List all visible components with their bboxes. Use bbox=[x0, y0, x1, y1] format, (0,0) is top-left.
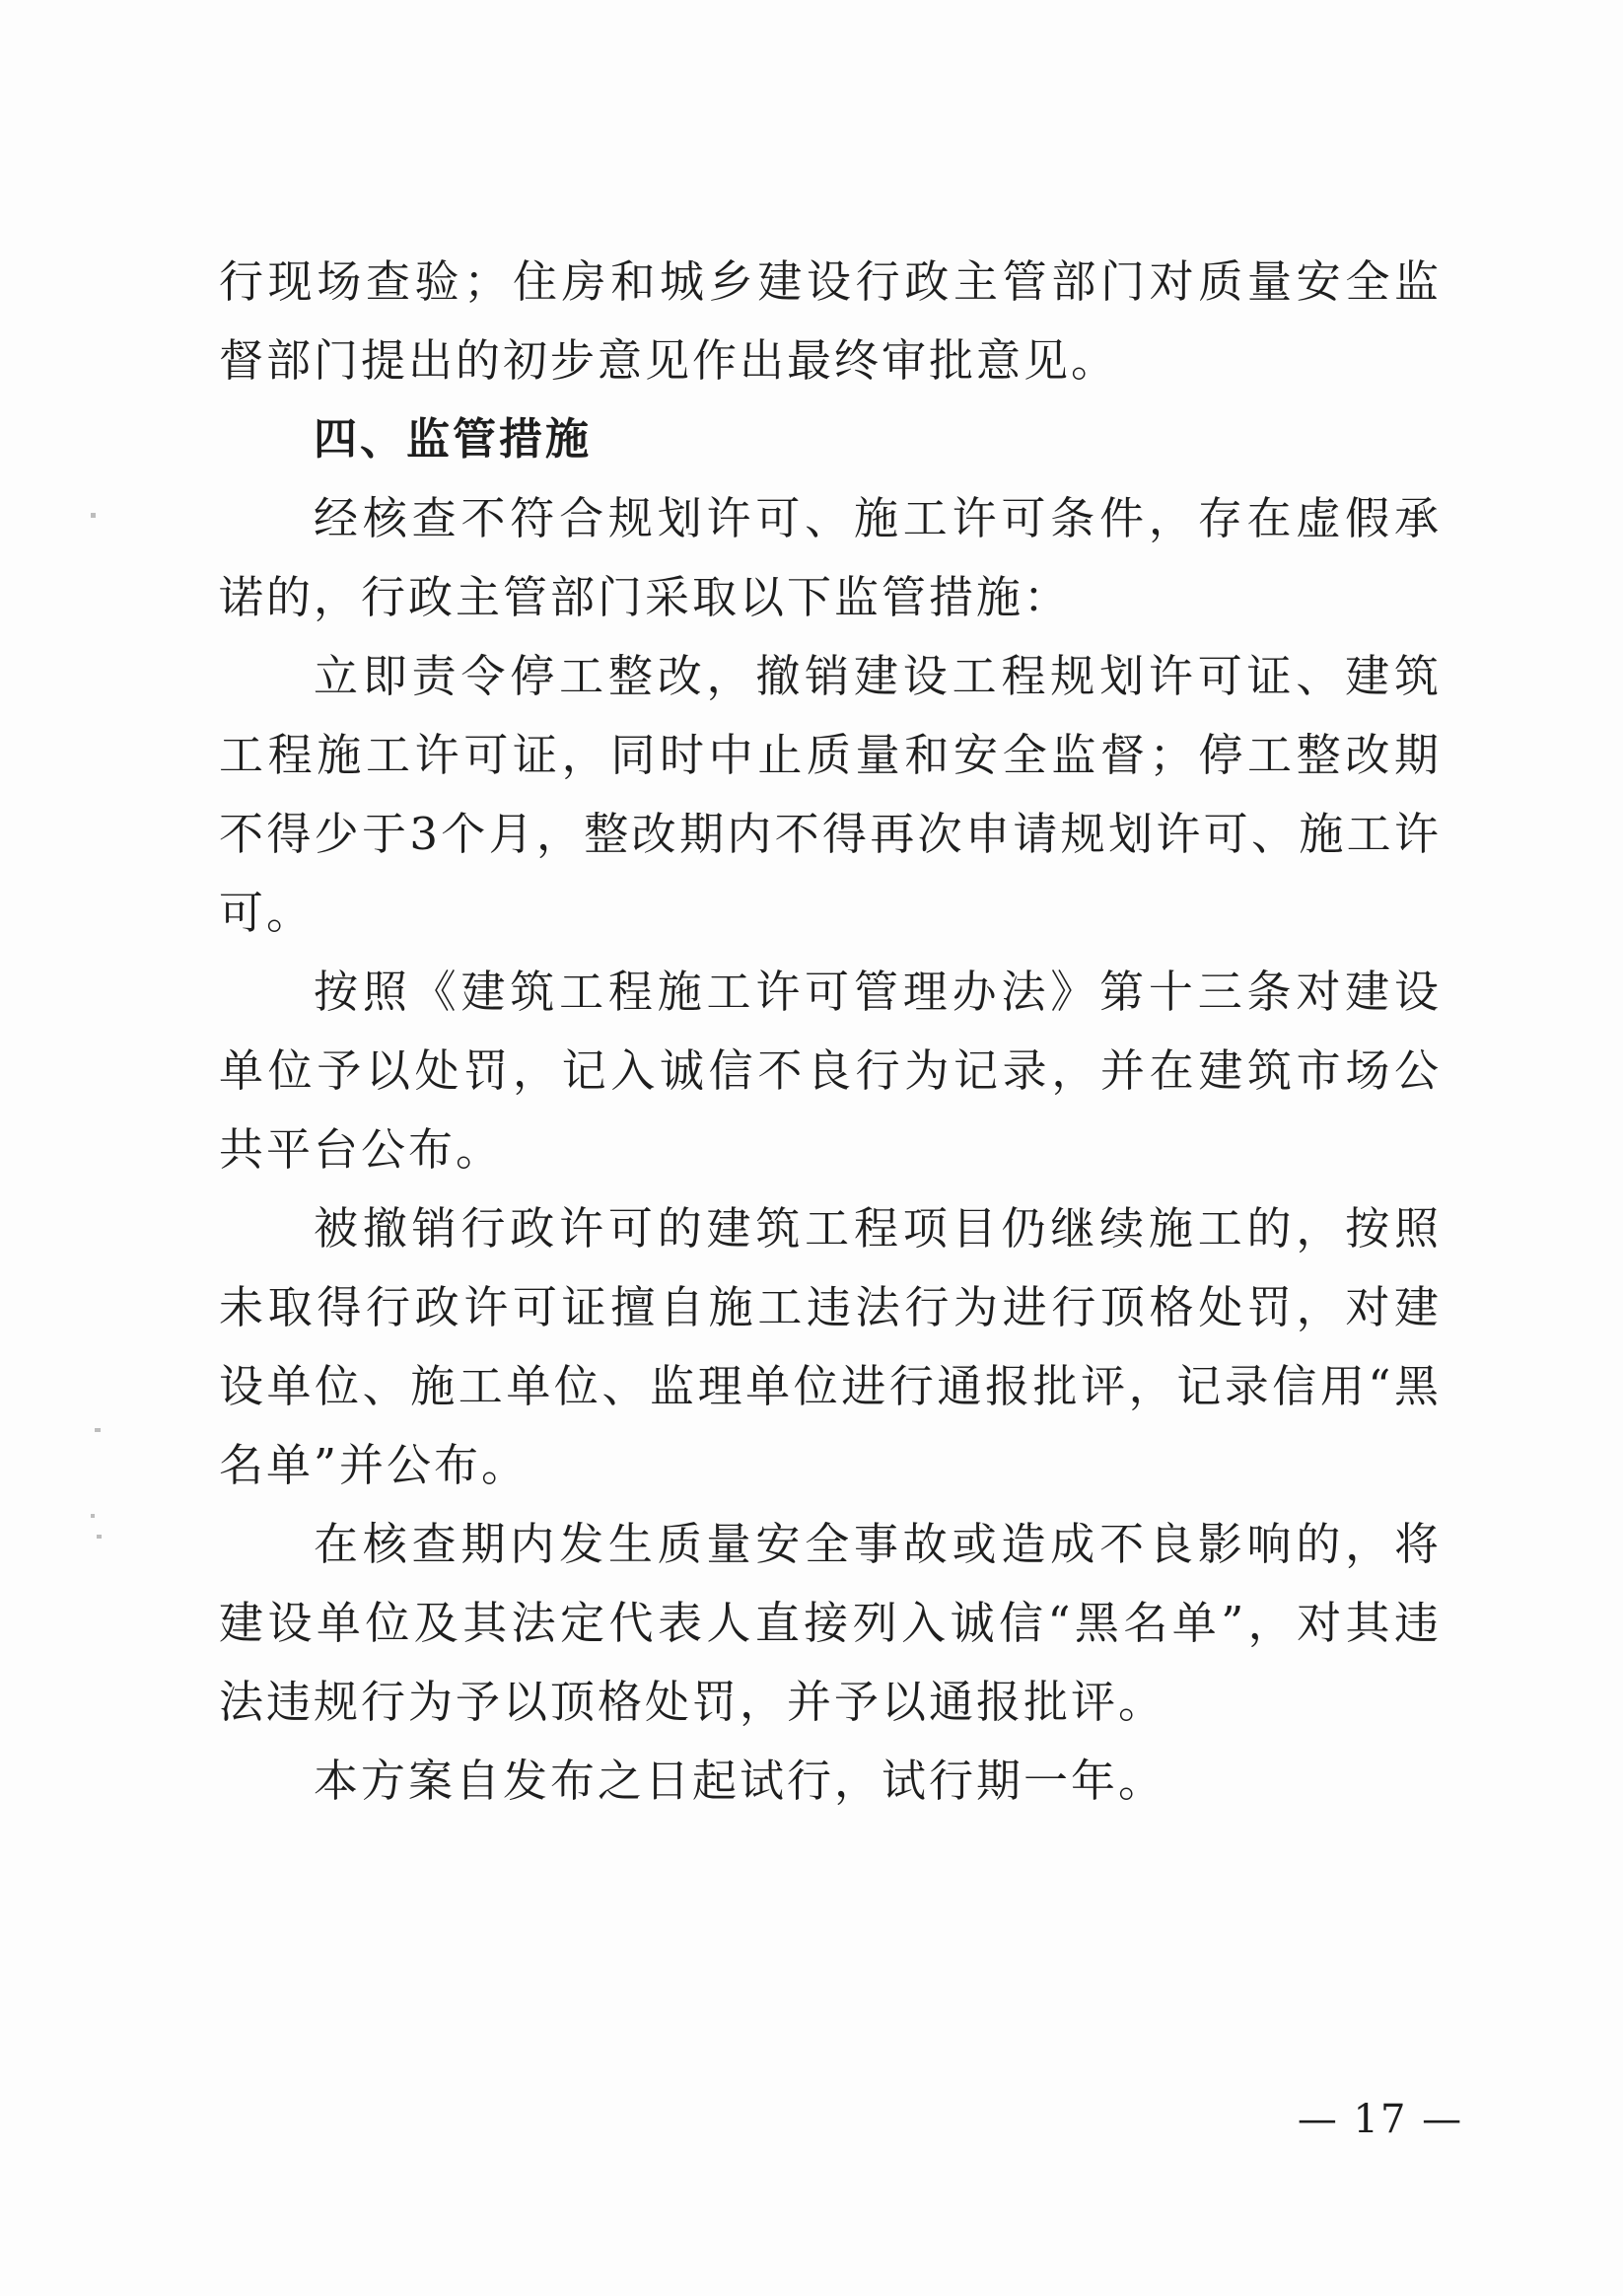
page-number: — 17 — bbox=[1297, 2097, 1464, 2142]
section-heading: 四、监管措施 bbox=[314, 414, 592, 465]
scan-speck bbox=[95, 1428, 101, 1432]
paragraph-continuation: 行现场查验；住房和城乡建设行政主管部门对质量安全监督部门提出的初步意见作出最终审批意见。 bbox=[219, 255, 1442, 387]
paragraph: 在核查期内发生质量安全事故或造成不良影响的，将建设单位及其法定代表人直接列入诚信“黑名单”，对其违法违规行为予以顶格处罚，并予以通报批评。 bbox=[219, 1518, 1442, 1728]
paragraph: 经核查不符合规划许可、施工许可条件，存在虚假承诺的，行政主管部门采取以下监管措施： bbox=[219, 492, 1442, 623]
document-body bbox=[219, 243, 1442, 1821]
scan-speck bbox=[91, 1514, 95, 1518]
paragraph: 本方案自发布之日起试行，试行期一年。 bbox=[314, 1755, 1166, 1807]
scan-speck bbox=[91, 513, 96, 518]
paragraph: 立即责令停工整改，撤销建设工程规划许可证、建筑工程施工许可证，同时中止质量和安全监督；停工整改期不得少于3个月，整改期内不得再次申请规划许可、施工许可。 bbox=[219, 650, 1442, 939]
paragraph: 按照《建筑工程施工许可管理办法》第十三条对建设单位予以处罚，记入诚信不良行为记录，并在建筑市场公共平台公布。 bbox=[219, 966, 1442, 1176]
scan-speck bbox=[97, 1535, 102, 1539]
paragraph: 被撤销行政许可的建筑工程项目仍继续施工的，按照未取得行政许可证擅自施工违法行为进行顶格处罚，对建设单位、施工单位、监理单位进行通报批评，记录信用“黑名单”并公布。 bbox=[219, 1202, 1442, 1491]
